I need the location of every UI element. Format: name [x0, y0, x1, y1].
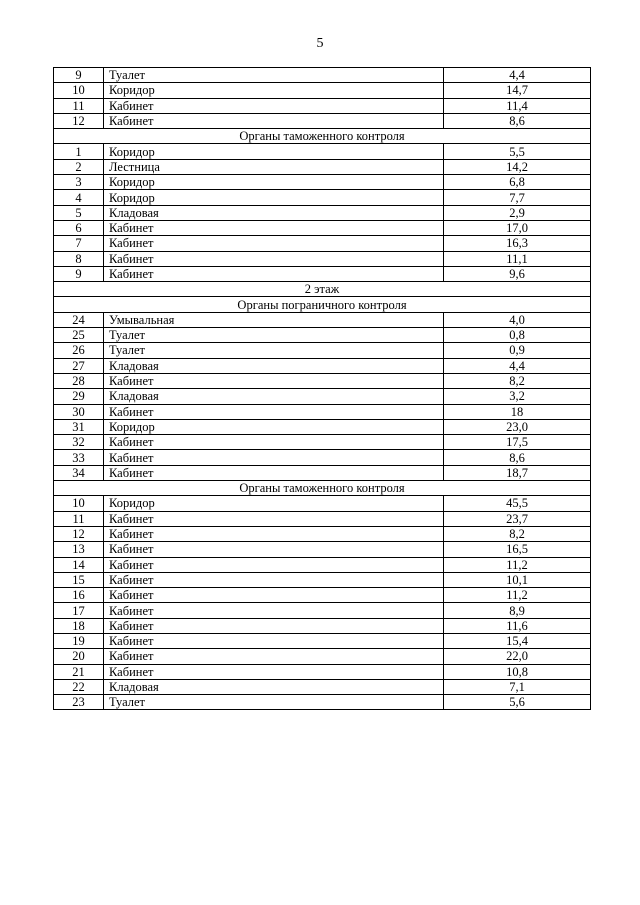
table-row: [54, 435, 591, 450]
room-number-cell: 10: [54, 496, 104, 511]
room-number-cell: 23: [54, 695, 104, 710]
room-area-cell: 3,2: [444, 389, 591, 404]
section-heading: 2 этаж: [54, 282, 591, 297]
room-name-cell: Кабинет: [104, 98, 444, 113]
room-name-cell: Туалет: [104, 68, 444, 83]
room-area-cell: 11,2: [444, 588, 591, 603]
table-row: [54, 664, 591, 679]
section-heading: Органы таможенного контроля: [54, 481, 591, 496]
room-number-cell: 18: [54, 618, 104, 633]
room-area-cell: 11,4: [444, 98, 591, 113]
table-row: [54, 358, 591, 373]
room-number-cell: 10: [54, 83, 104, 98]
section-heading-row: [54, 129, 591, 144]
room-name-cell: Кабинет: [104, 511, 444, 526]
room-number-cell: 25: [54, 328, 104, 343]
room-area-cell: 8,9: [444, 603, 591, 618]
room-area-cell: 18,7: [444, 465, 591, 480]
section-heading: Органы пограничного контроля: [54, 297, 591, 312]
room-area-cell: 8,2: [444, 373, 591, 388]
room-area-cell: 16,5: [444, 542, 591, 557]
table-row: [54, 373, 591, 388]
room-area-cell: 8,6: [444, 450, 591, 465]
section-heading-row: [54, 481, 591, 496]
room-name-cell: Кабинет: [104, 526, 444, 541]
room-name-cell: Коридор: [104, 419, 444, 434]
room-number-cell: 29: [54, 389, 104, 404]
room-number-cell: 3: [54, 175, 104, 190]
room-area-cell: 11,6: [444, 618, 591, 633]
room-number-cell: 15: [54, 572, 104, 587]
room-area-cell: 8,6: [444, 113, 591, 128]
room-number-cell: 20: [54, 649, 104, 664]
table-row: [54, 603, 591, 618]
table-row: [54, 419, 591, 434]
room-area-cell: 4,4: [444, 358, 591, 373]
room-number-cell: 12: [54, 113, 104, 128]
room-name-cell: Кладовая: [104, 679, 444, 694]
table-row: [54, 175, 591, 190]
room-name-cell: Туалет: [104, 343, 444, 358]
room-name-cell: Кабинет: [104, 649, 444, 664]
table-row: [54, 496, 591, 511]
table-row: [54, 450, 591, 465]
room-area-cell: 2,9: [444, 205, 591, 220]
room-area-cell: 7,1: [444, 679, 591, 694]
table-row: [54, 68, 591, 83]
room-number-cell: 22: [54, 679, 104, 694]
room-name-cell: Коридор: [104, 496, 444, 511]
room-area-cell: 9,6: [444, 266, 591, 281]
room-number-cell: 26: [54, 343, 104, 358]
room-area-cell: 11,2: [444, 557, 591, 572]
room-name-cell: Кабинет: [104, 236, 444, 251]
room-number-cell: 16: [54, 588, 104, 603]
table-row: [54, 83, 591, 98]
room-area-cell: 23,0: [444, 419, 591, 434]
table-row: [54, 389, 591, 404]
room-area-cell: 8,2: [444, 526, 591, 541]
room-area-cell: 11,1: [444, 251, 591, 266]
table-row: [54, 328, 591, 343]
table-row: [54, 312, 591, 327]
room-name-cell: Кабинет: [104, 251, 444, 266]
room-number-cell: 14: [54, 557, 104, 572]
room-name-cell: Кладовая: [104, 205, 444, 220]
table-row: [54, 144, 591, 159]
room-name-cell: Лестница: [104, 159, 444, 174]
room-name-cell: Коридор: [104, 144, 444, 159]
table-row: [54, 572, 591, 587]
room-number-cell: 28: [54, 373, 104, 388]
room-area-cell: 6,8: [444, 175, 591, 190]
section-heading-row: [54, 282, 591, 297]
table-row: [54, 220, 591, 235]
room-name-cell: Кабинет: [104, 633, 444, 648]
room-name-cell: Кабинет: [104, 465, 444, 480]
table-row: [54, 511, 591, 526]
room-name-cell: Кладовая: [104, 389, 444, 404]
room-area-cell: 0,8: [444, 328, 591, 343]
table-row: [54, 679, 591, 694]
room-number-cell: 12: [54, 526, 104, 541]
section-heading-row: [54, 297, 591, 312]
table-row: [54, 236, 591, 251]
room-name-cell: Туалет: [104, 328, 444, 343]
room-number-cell: 13: [54, 542, 104, 557]
room-area-cell: 4,0: [444, 312, 591, 327]
room-number-cell: 32: [54, 435, 104, 450]
room-number-cell: 11: [54, 98, 104, 113]
room-number-cell: 27: [54, 358, 104, 373]
table-row: [54, 588, 591, 603]
table-row: [54, 98, 591, 113]
room-area-cell: 17,5: [444, 435, 591, 450]
rooms-table: [53, 67, 591, 710]
table-row: [54, 618, 591, 633]
room-area-cell: 10,8: [444, 664, 591, 679]
room-area-cell: 4,4: [444, 68, 591, 83]
room-number-cell: 7: [54, 236, 104, 251]
room-number-cell: 9: [54, 266, 104, 281]
room-area-cell: 17,0: [444, 220, 591, 235]
room-number-cell: 34: [54, 465, 104, 480]
room-area-cell: 5,5: [444, 144, 591, 159]
room-area-cell: 23,7: [444, 511, 591, 526]
room-name-cell: Кабинет: [104, 435, 444, 450]
rooms-table-body: [54, 68, 591, 710]
room-name-cell: Коридор: [104, 175, 444, 190]
room-number-cell: 19: [54, 633, 104, 648]
room-number-cell: 24: [54, 312, 104, 327]
room-area-cell: 0,9: [444, 343, 591, 358]
room-number-cell: 11: [54, 511, 104, 526]
room-number-cell: 33: [54, 450, 104, 465]
room-number-cell: 31: [54, 419, 104, 434]
table-row: [54, 633, 591, 648]
room-name-cell: Кабинет: [104, 373, 444, 388]
table-row: [54, 526, 591, 541]
room-number-cell: 6: [54, 220, 104, 235]
room-number-cell: 2: [54, 159, 104, 174]
room-area-cell: 18: [444, 404, 591, 419]
room-area-cell: 45,5: [444, 496, 591, 511]
table-row: [54, 343, 591, 358]
room-name-cell: Кабинет: [104, 603, 444, 618]
room-area-cell: 14,2: [444, 159, 591, 174]
room-number-cell: 21: [54, 664, 104, 679]
room-name-cell: Коридор: [104, 83, 444, 98]
room-name-cell: Кабинет: [104, 557, 444, 572]
room-name-cell: Туалет: [104, 695, 444, 710]
room-area-cell: 14,7: [444, 83, 591, 98]
table-row: [54, 542, 591, 557]
room-area-cell: 10,1: [444, 572, 591, 587]
room-name-cell: Кабинет: [104, 618, 444, 633]
room-number-cell: 5: [54, 205, 104, 220]
section-heading: Органы таможенного контроля: [54, 129, 591, 144]
room-area-cell: 16,3: [444, 236, 591, 251]
room-name-cell: Кабинет: [104, 404, 444, 419]
room-name-cell: Кабинет: [104, 542, 444, 557]
table-row: [54, 465, 591, 480]
room-area-cell: 15,4: [444, 633, 591, 648]
table-row: [54, 695, 591, 710]
room-name-cell: Коридор: [104, 190, 444, 205]
room-area-cell: 7,7: [444, 190, 591, 205]
table-row: [54, 205, 591, 220]
table-row: [54, 113, 591, 128]
room-name-cell: Кабинет: [104, 588, 444, 603]
room-number-cell: 17: [54, 603, 104, 618]
room-name-cell: Кабинет: [104, 113, 444, 128]
page-number: 5: [316, 36, 324, 51]
room-name-cell: Кладовая: [104, 358, 444, 373]
table-row: [54, 557, 591, 572]
room-number-cell: 30: [54, 404, 104, 419]
table-row: [54, 251, 591, 266]
room-number-cell: 4: [54, 190, 104, 205]
room-name-cell: Умывальная: [104, 312, 444, 327]
table-row: [54, 404, 591, 419]
room-area-cell: 5,6: [444, 695, 591, 710]
room-number-cell: 1: [54, 144, 104, 159]
room-number-cell: 8: [54, 251, 104, 266]
table-row: [54, 190, 591, 205]
room-name-cell: Кабинет: [104, 266, 444, 281]
room-name-cell: Кабинет: [104, 664, 444, 679]
table-row: [54, 159, 591, 174]
table-row: [54, 266, 591, 281]
room-name-cell: Кабинет: [104, 220, 444, 235]
room-name-cell: Кабинет: [104, 572, 444, 587]
table-row: [54, 649, 591, 664]
room-area-cell: 22,0: [444, 649, 591, 664]
room-name-cell: Кабинет: [104, 450, 444, 465]
room-number-cell: 9: [54, 68, 104, 83]
